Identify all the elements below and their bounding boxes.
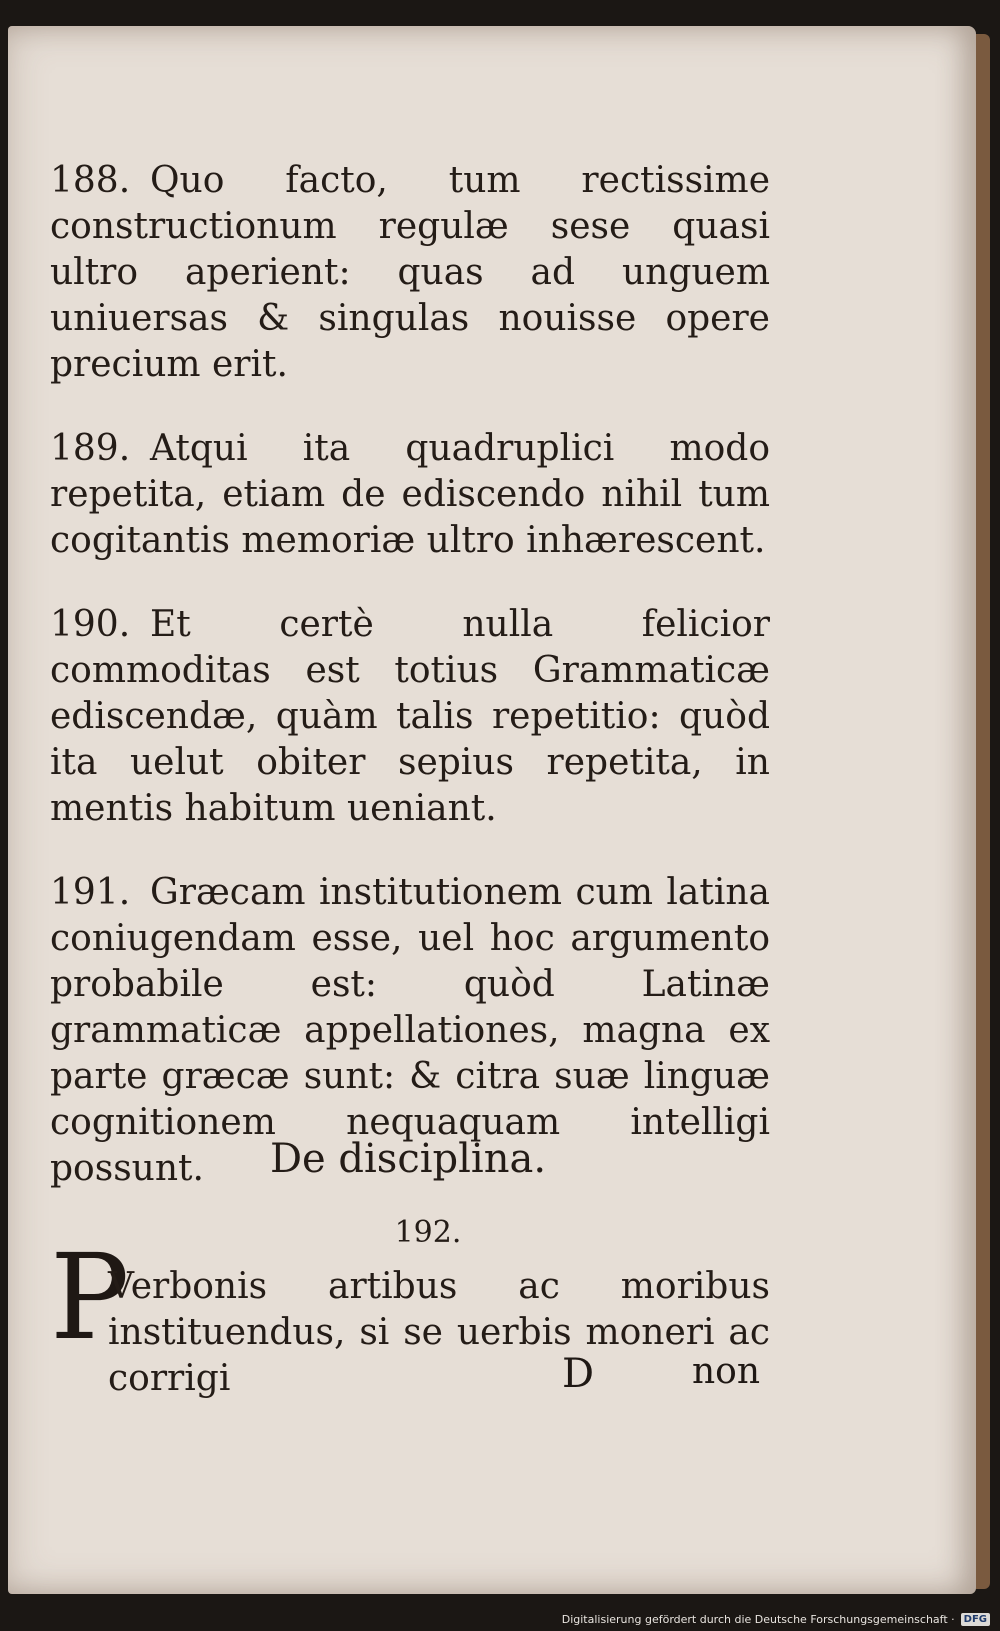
catchword: non	[692, 1351, 761, 1392]
body-text	[50, 158, 770, 1230]
dfg-logo-icon: DFG	[961, 1613, 990, 1626]
paragraph-text: Et certè nulla felicior commoditas est totius Grammaticæ ediscendæ, quàm talis repetitio: quòd ita uelut obiter sepius repetita, in mentis habitum ueniant.	[50, 604, 770, 829]
signature-mark: D	[562, 1351, 595, 1397]
page-edge	[976, 34, 990, 1589]
paragraph-text: Atqui ita quadruplici modo repetita, etiam de ediscendo nihil tum cogitantis memoriæ ultro inhærescent.	[50, 428, 770, 561]
section-heading: De disciplina.	[269, 1136, 547, 1182]
section-number: 192.	[394, 1215, 462, 1250]
paragraph-number: 189.	[50, 428, 131, 469]
paragraph-text: Quo facto, tum rectissime constructionum regulæ sese quasi ultro aperient: quas ad unguem uniuersas & singulas nouisse opere precium erit.	[50, 160, 770, 385]
section-text: Verbonis artibus ac moribus instituendus, si se uerbis moneri ac corrigi	[108, 1266, 770, 1399]
paragraph-number: 188.	[50, 160, 131, 201]
paragraph-190	[50, 602, 770, 832]
paragraph-188	[50, 158, 770, 388]
paragraph-number: 191.	[50, 872, 131, 913]
paragraph-text: Græcam institutionem cum latina coniugendam esse, uel hoc argumento probabile est: quòd Latinæ grammaticæ appellationes, magna ex parte græcæ sunt: & citra suæ linguæ cognitionem nequaquam intelligi possunt.	[50, 872, 770, 1189]
paragraph-number: 190.	[50, 604, 131, 645]
digitization-credit	[562, 1613, 990, 1626]
drop-cap-initial: P	[50, 1228, 130, 1366]
paragraph-189	[50, 426, 770, 564]
book-page	[8, 26, 976, 1594]
credit-text: Digitalisierung gefördert durch die Deutsche Forschungsgemeinschaft ·	[561, 1613, 955, 1626]
